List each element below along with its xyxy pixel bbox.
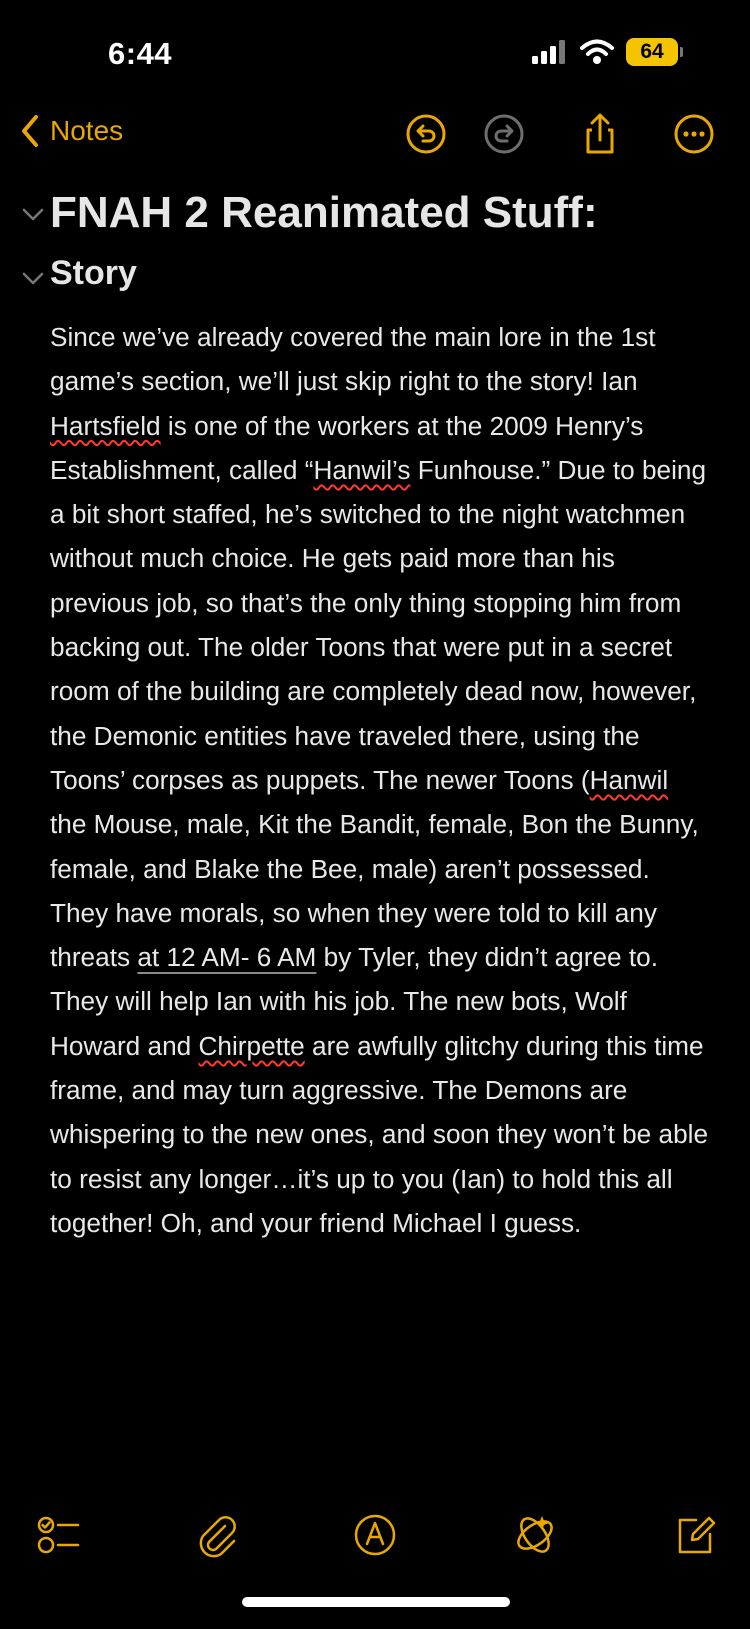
compose-icon[interactable] <box>672 1512 718 1558</box>
redo-icon[interactable] <box>482 112 526 156</box>
chevron-left-icon <box>20 114 40 148</box>
back-button[interactable] <box>20 114 123 148</box>
bottom-toolbar <box>0 1500 750 1570</box>
checklist-icon[interactable] <box>34 1512 80 1558</box>
body-segment: are awfully glitchy during this time frame, and may turn aggressive. The Demons are whispering to the new ones, and soon they won’t be able to resist any longer…it’s up to you (Ian) to hold this all together! Oh, and your friend Michael I guess. <box>50 1030 709 1238</box>
misspelled-word[interactable]: Hanwil’s <box>313 454 411 485</box>
home-indicator[interactable] <box>242 1597 510 1607</box>
status-time: 6:44 <box>108 36 173 71</box>
back-label: Notes <box>50 115 124 146</box>
wifi-icon <box>580 39 614 65</box>
chevron-down-icon[interactable] <box>20 268 46 288</box>
status-bar <box>0 0 750 100</box>
note-content[interactable] <box>0 180 750 1238</box>
body-segment: the Mouse, male, Kit the Bandit, female, Bon the Bunny, female, and Blake the Bee, male) aren’t possessed. They have morals, so when they were told to kill any threats <box>50 809 699 973</box>
section-heading-row <box>0 250 750 306</box>
note-body[interactable] <box>50 315 710 1245</box>
misspelled-word[interactable]: Hanwil <box>589 764 669 795</box>
battery-indicator: 64 <box>626 38 678 66</box>
paperclip-icon[interactable] <box>194 1512 240 1558</box>
section-title[interactable]: Story <box>50 254 137 292</box>
body-segment: is one of the workers at the 2009 Henry’s Establishment, called “ <box>50 410 644 485</box>
markup-pen-icon[interactable] <box>352 1512 398 1558</box>
apple-intelligence-icon[interactable] <box>512 1512 558 1558</box>
cellular-signal-icon <box>532 40 568 64</box>
share-icon[interactable] <box>578 112 622 156</box>
date-time-link[interactable]: at 12 AM- 6 AM <box>137 942 317 973</box>
nav-bar <box>0 100 750 170</box>
undo-icon[interactable] <box>404 112 448 156</box>
note-title[interactable]: FNAH 2 Reanimated Stuff: <box>50 188 598 237</box>
more-icon[interactable] <box>672 112 716 156</box>
status-icons <box>532 38 678 66</box>
misspelled-word[interactable]: Hartsfield <box>50 410 161 441</box>
title-row <box>0 180 750 246</box>
chevron-down-icon[interactable] <box>20 204 46 224</box>
body-segment: Funhouse.” Due to being a bit short staffed, he’s switched to the night watchmen without much choice. He gets paid more than his previous job, so that’s the only thing stopping him from backing out. The older Toons that were put in a secret room of the building are completely dead now, however, the Demonic entities have traveled there, using the Toons’ corpses as puppets. The newer Toons ( <box>50 454 707 795</box>
body-segment: by Tyler, they didn’t agree to. They will help Ian with his job. The new bots, Wolf Howard and <box>50 942 658 1061</box>
body-segment: Since we’ve already covered the main lore in the 1st game’s section, we’ll just skip right to the story! Ian <box>50 322 656 397</box>
misspelled-word[interactable]: Chirpette <box>198 1030 305 1061</box>
